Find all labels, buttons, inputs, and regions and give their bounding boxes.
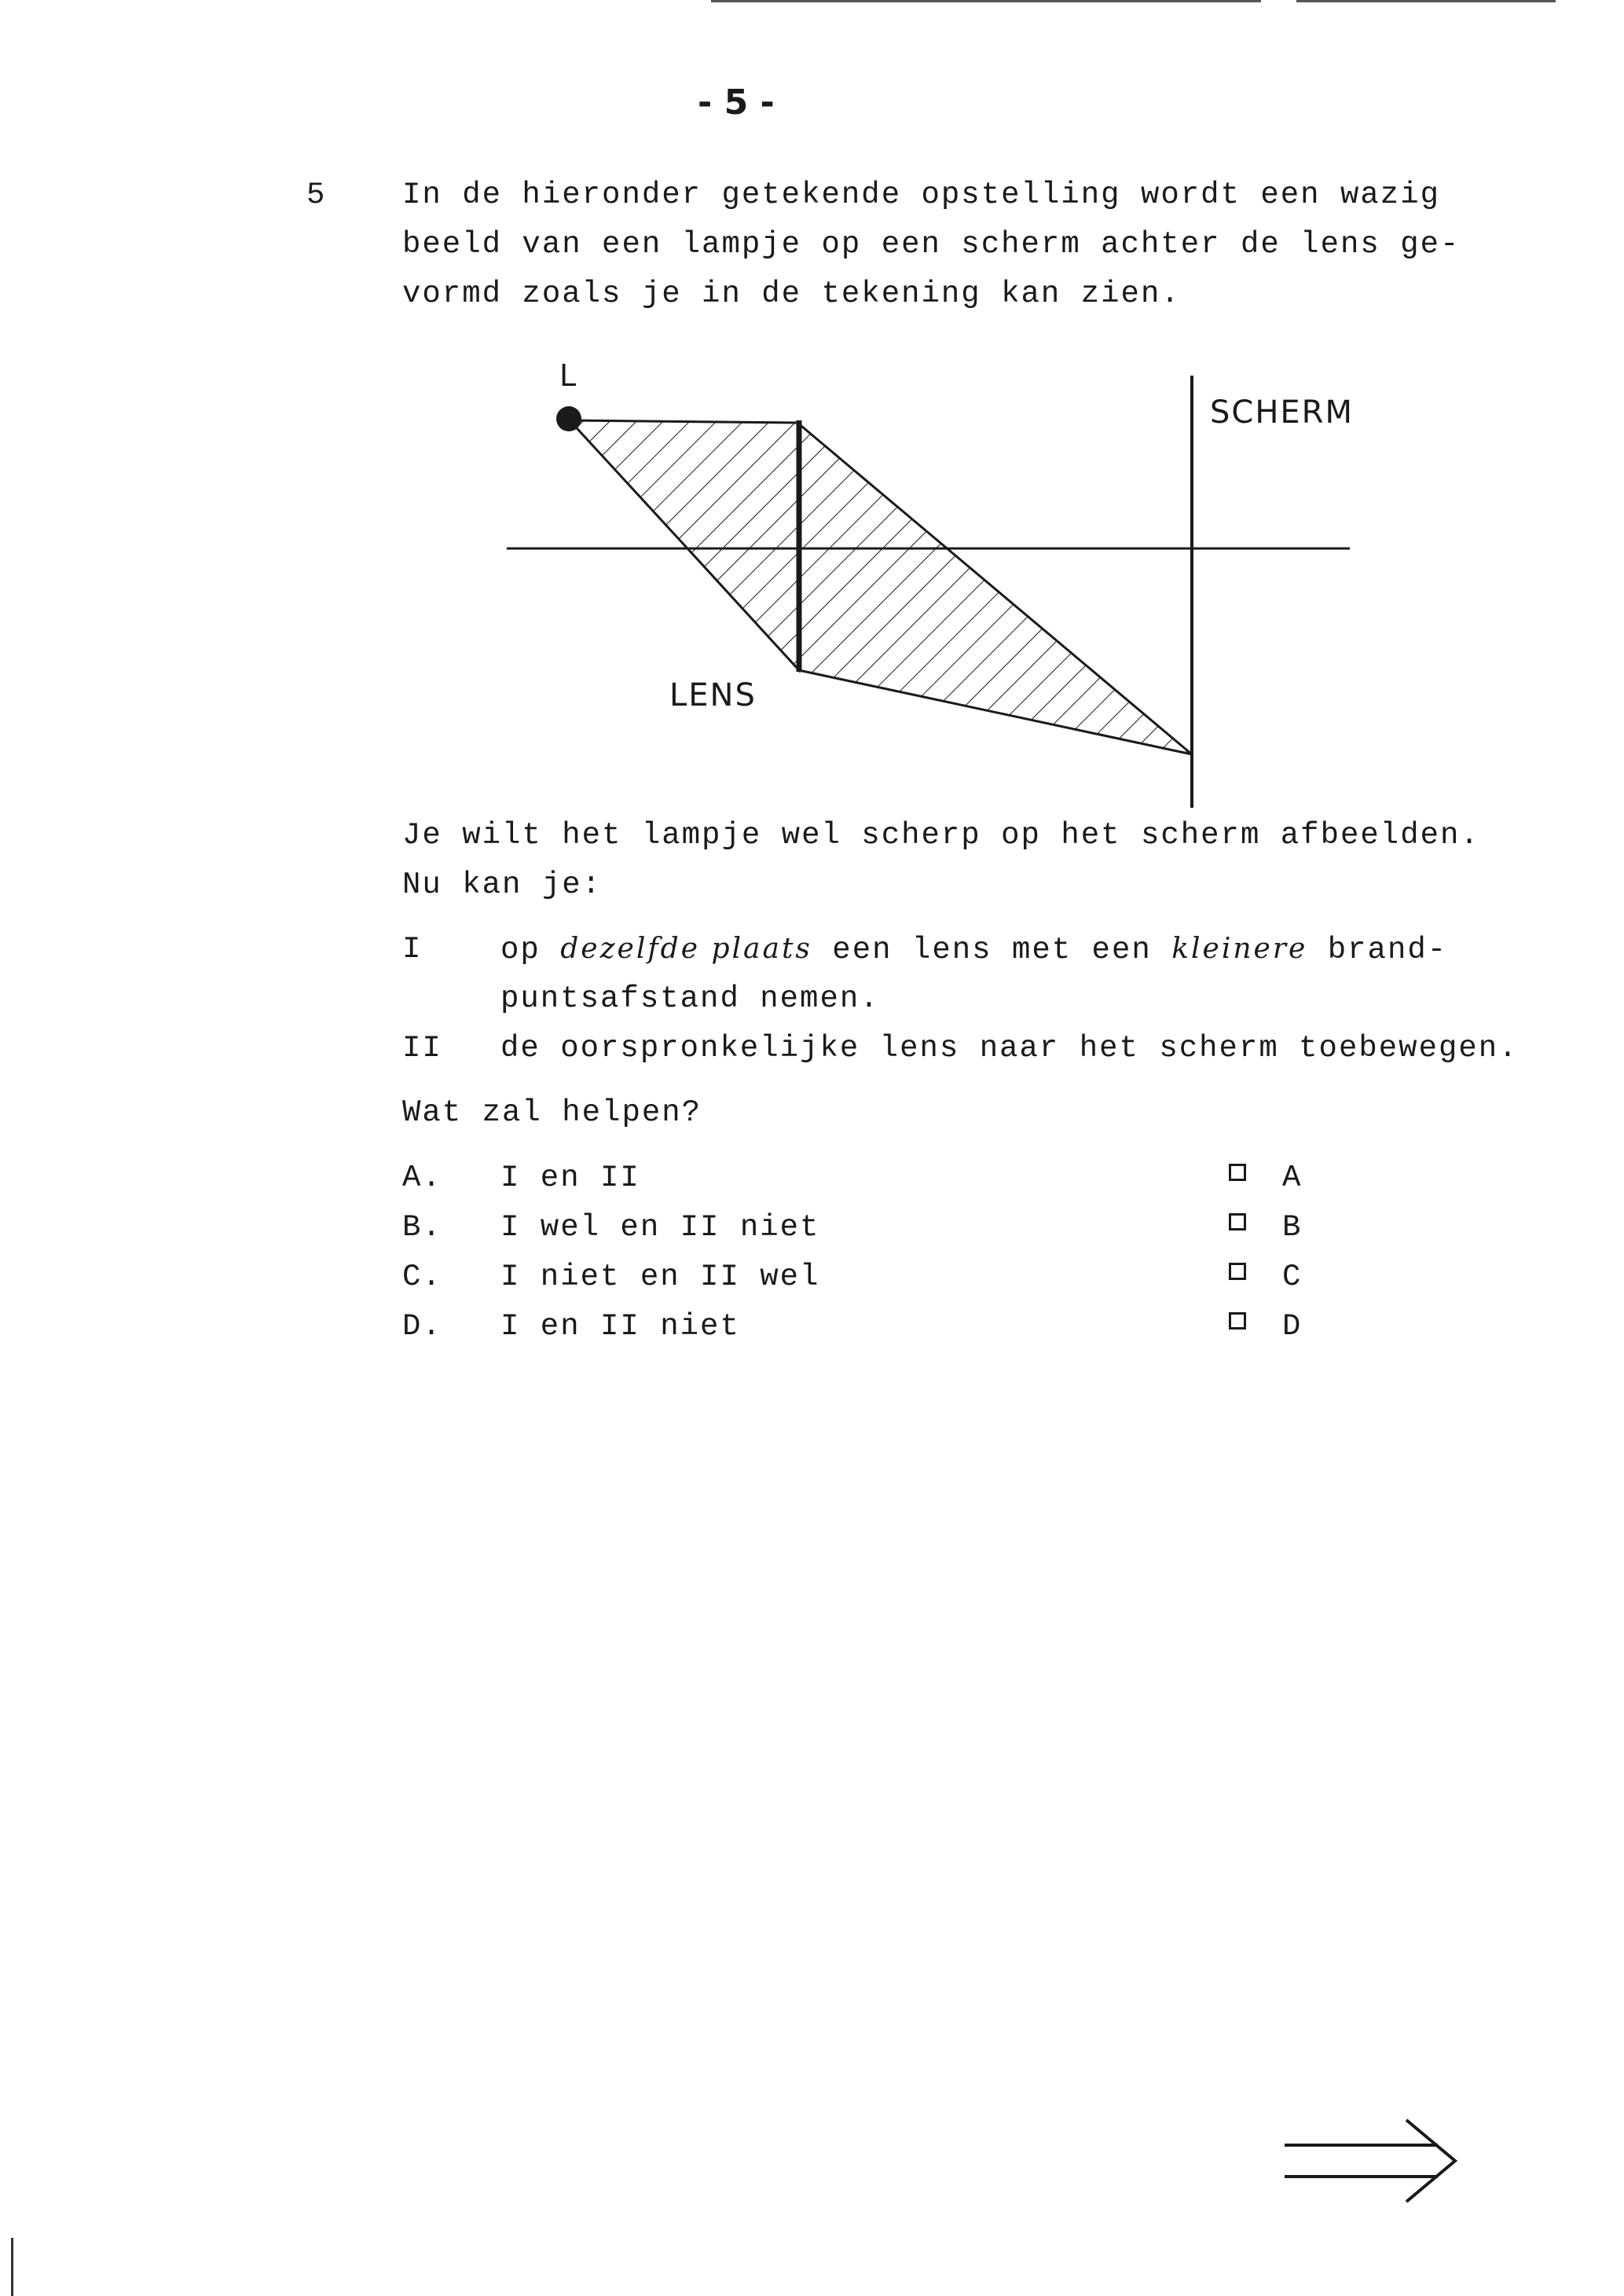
statement-1-part-3: brand- [1307, 933, 1448, 967]
statement-1-emphasis-2: kleinere [1171, 933, 1308, 965]
question-number: 5 [306, 178, 327, 212]
statement-1-part-1: op [500, 933, 561, 967]
screen-label: SCHERM [1210, 394, 1354, 431]
option-c-text: I niet en II wel [500, 1260, 820, 1294]
prompt-line-1: Je wilt het lampje wel scherp op het scherm afbeelden. [402, 818, 1480, 853]
statement-1-line-2: puntsafstand nemen. [500, 981, 880, 1016]
intro-line-1: In de hieronder getekende opstelling wordt een wazig [402, 178, 1440, 212]
option-c-checkbox[interactable] [1229, 1263, 1246, 1280]
option-d-checkbox[interactable] [1229, 1312, 1246, 1330]
lamp-label: L [559, 358, 578, 393]
option-d-box-label: D [1282, 1309, 1303, 1344]
statement-1-numeral: I [402, 932, 423, 966]
scan-top-edge [711, 0, 1261, 2]
question-ask: Wat zal helpen? [402, 1095, 702, 1130]
scan-top-edge-2 [1296, 0, 1556, 2]
statement-2-numeral: II [402, 1031, 442, 1065]
statement-1-line-1 [500, 933, 1447, 966]
prompt-line-2: Nu kan je: [402, 867, 603, 902]
option-a-checkbox[interactable] [1229, 1164, 1246, 1181]
intro-line-3: vormd zoals je in de tekening kan zien. [402, 277, 1181, 311]
lens-label: LENS [669, 677, 757, 713]
option-c-box-label: C [1282, 1260, 1303, 1294]
statement-1-part-2: een lens met een [812, 933, 1172, 967]
intro-line-2: beeld van een lampje op een scherm achter de lens ge- [402, 227, 1461, 262]
double-arrow-right-icon [1281, 2114, 1469, 2208]
statement-2-text: de oorspronkelijke lens naar het scherm toebewegen. [500, 1031, 1519, 1065]
option-b-letter: B. [402, 1210, 442, 1245]
ray-bundle-after-lens [797, 423, 1192, 754]
page-number: - 5 - [698, 83, 775, 123]
option-a-letter: A. [402, 1161, 442, 1195]
option-a-box-label: A [1282, 1161, 1303, 1195]
option-a-text: I en II [500, 1161, 640, 1195]
option-b-checkbox[interactable] [1229, 1213, 1246, 1231]
option-d-text: I en II niet [500, 1309, 740, 1344]
option-d-letter: D. [402, 1309, 442, 1344]
option-c-letter: C. [402, 1260, 442, 1294]
lamp-dot [556, 406, 581, 431]
ray-bundle [570, 420, 799, 670]
scan-margin-mark [11, 2238, 13, 2296]
statement-1-emphasis-1: dezelfde plaats [560, 933, 812, 965]
option-b-text: I wel en II niet [500, 1210, 820, 1245]
option-b-box-label: B [1282, 1210, 1303, 1245]
